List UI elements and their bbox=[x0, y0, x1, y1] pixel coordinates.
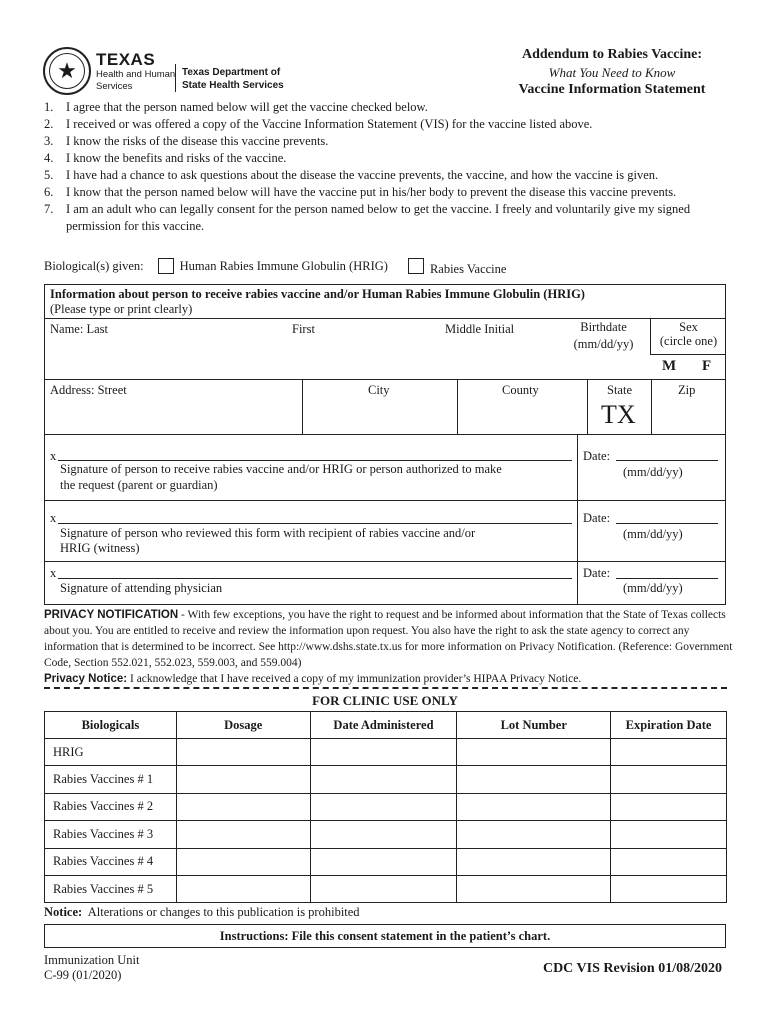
zip-label: Zip bbox=[678, 383, 696, 397]
signature-x: x bbox=[50, 449, 57, 463]
sex-label: Sex bbox=[679, 320, 698, 334]
privacy-notice-title: Privacy Notice: bbox=[44, 673, 128, 685]
divider bbox=[650, 354, 726, 355]
table-row bbox=[45, 739, 727, 766]
signature-line[interactable] bbox=[58, 578, 572, 579]
expiration-cell[interactable] bbox=[611, 848, 727, 875]
date-line[interactable] bbox=[616, 578, 718, 579]
signature-witness-label-2: HRIG (witness) bbox=[60, 541, 140, 555]
signature-witness-label: Signature of person who reviewed this form with recipient of rabies vaccine and/or bbox=[60, 526, 476, 540]
footer-unit: Immunization Unit bbox=[44, 953, 140, 967]
star-icon: ★ bbox=[49, 53, 85, 89]
lot-cell[interactable] bbox=[457, 739, 611, 766]
privacy-notice-body: I acknowledge that I have received a copy of my immunization provider’s HIPAA Privacy Notice. bbox=[127, 673, 582, 685]
table-header-row bbox=[45, 712, 727, 739]
agreement-item bbox=[44, 133, 734, 150]
logo-texas: TEXAS bbox=[96, 50, 156, 69]
notice-text: Alterations or changes to this publication is prohibited bbox=[82, 905, 360, 919]
row-label: Rabies Vaccines # 2 bbox=[45, 793, 177, 820]
instructions-box: Instructions: File this consent statement in the patient’s chart. bbox=[44, 924, 726, 948]
date-cell[interactable] bbox=[310, 739, 457, 766]
name-last-label: Name: Last bbox=[50, 322, 108, 336]
date-format: (mm/dd/yy) bbox=[623, 527, 683, 541]
agreement-num: 3. bbox=[44, 134, 54, 148]
document-title bbox=[502, 46, 722, 99]
agreement-list bbox=[44, 99, 734, 235]
agreement-num: 1. bbox=[44, 100, 54, 114]
alteration-notice bbox=[44, 905, 360, 920]
agreement-item bbox=[44, 116, 734, 133]
agreement-item bbox=[44, 201, 734, 235]
table-row bbox=[45, 793, 727, 820]
agreement-text: I know the risks of the disease this vaccine prevents. bbox=[66, 134, 329, 148]
dosage-cell[interactable] bbox=[176, 821, 310, 848]
birthdate-label: Birthdate bbox=[580, 320, 627, 334]
date-cell[interactable] bbox=[310, 875, 457, 902]
hrig-option-label: Human Rabies Immune Globulin (HRIG) bbox=[179, 258, 388, 273]
texas-seal-logo bbox=[43, 47, 91, 95]
signature-line[interactable] bbox=[58, 523, 572, 524]
date-cell[interactable] bbox=[310, 821, 457, 848]
title-line3: Vaccine Information Statement bbox=[518, 82, 706, 97]
row-label: Rabies Vaccines # 3 bbox=[45, 821, 177, 848]
lot-cell[interactable] bbox=[457, 766, 611, 793]
agreement-num: 4. bbox=[44, 151, 54, 165]
row-label: Rabies Vaccines # 5 bbox=[45, 875, 177, 902]
lot-cell[interactable] bbox=[457, 821, 611, 848]
col-expiration-date: Expiration Date bbox=[611, 712, 727, 739]
middle-initial-label: Middle Initial bbox=[445, 322, 515, 336]
divider bbox=[44, 434, 726, 435]
notice-label: Notice: bbox=[44, 905, 83, 919]
signature-x: x bbox=[50, 566, 57, 580]
agreement-text: I am an adult who can legally consent for the person named below to get the vaccine. I freely and voluntarily give my signed permission for this vaccine. bbox=[66, 202, 691, 233]
birthdate-format: (mm/dd/yy) bbox=[573, 337, 634, 351]
date-label: Date: bbox=[583, 511, 611, 525]
date-format: (mm/dd/yy) bbox=[623, 465, 683, 479]
table-row bbox=[45, 766, 727, 793]
dosage-cell[interactable] bbox=[176, 875, 310, 902]
date-format: (mm/dd/yy) bbox=[623, 581, 683, 595]
sex-hint: (circle one) bbox=[659, 334, 718, 348]
divider bbox=[457, 379, 458, 434]
agreement-num: 5. bbox=[44, 168, 54, 182]
agreement-text: I agree that the person named below will get the vaccine checked below. bbox=[66, 100, 428, 114]
agreement-text: I have had a chance to ask questions about the disease the vaccine prevents, the vaccine, and how the vaccine is given. bbox=[66, 168, 659, 182]
expiration-cell[interactable] bbox=[611, 766, 727, 793]
expiration-cell[interactable] bbox=[611, 793, 727, 820]
lot-cell[interactable] bbox=[457, 848, 611, 875]
sex-m-option[interactable]: M bbox=[662, 358, 677, 374]
info-heading: Information about person to receive rabies vaccine and/or Human Rabies Immune Globulin (HRIG) bbox=[50, 287, 585, 301]
agreement-item bbox=[44, 150, 734, 167]
signature-recipient-label-2: the request (parent or guardian) bbox=[60, 478, 218, 492]
col-date-administered: Date Administered bbox=[310, 712, 457, 739]
dosage-cell[interactable] bbox=[176, 793, 310, 820]
biologicals-given-label: Biological(s) given: bbox=[44, 258, 144, 273]
row-label: Rabies Vaccines # 4 bbox=[45, 848, 177, 875]
col-lot-number: Lot Number bbox=[457, 712, 611, 739]
col-dosage: Dosage bbox=[176, 712, 310, 739]
clinic-use-title: FOR CLINIC USE ONLY bbox=[312, 693, 458, 708]
footer-revision: CDC VIS Revision 01/08/2020 bbox=[542, 961, 722, 976]
clinic-use-table bbox=[44, 711, 727, 903]
row-label: HRIG bbox=[45, 739, 177, 766]
privacy-section bbox=[44, 607, 734, 687]
expiration-cell[interactable] bbox=[611, 821, 727, 848]
state-label: State bbox=[607, 383, 632, 397]
agreement-num: 7. bbox=[44, 202, 54, 216]
lot-cell[interactable] bbox=[457, 793, 611, 820]
logo-dshs: Texas Department of State Health Services bbox=[182, 67, 284, 91]
lot-cell[interactable] bbox=[457, 875, 611, 902]
agreement-item bbox=[44, 184, 734, 201]
sex-f-option[interactable]: F bbox=[702, 358, 712, 374]
divider bbox=[651, 379, 652, 434]
agreement-num: 6. bbox=[44, 185, 54, 199]
privacy-title: PRIVACY NOTIFICATION bbox=[44, 609, 179, 621]
signature-x: x bbox=[50, 511, 57, 525]
date-cell[interactable] bbox=[310, 793, 457, 820]
dosage-cell[interactable] bbox=[176, 848, 310, 875]
col-biologicals: Biologicals bbox=[45, 712, 177, 739]
agreement-item bbox=[44, 167, 734, 184]
rabies-vaccine-option-label: Rabies Vaccine bbox=[429, 261, 507, 276]
address-street-label: Address: Street bbox=[50, 383, 127, 397]
row-label: Rabies Vaccines # 1 bbox=[45, 766, 177, 793]
agreement-text: I know that the person named below will have the vaccine put in his/her body to prevent the disease this vaccine prevents. bbox=[66, 185, 677, 199]
signature-physician-label: Signature of attending physician bbox=[60, 581, 223, 595]
expiration-cell[interactable] bbox=[611, 875, 727, 902]
divider bbox=[302, 379, 303, 434]
dosage-cell[interactable] bbox=[176, 739, 310, 766]
logo-hhs: Health and Human Services bbox=[96, 69, 176, 92]
agreement-text: I know the benefits and risks of the vaccine. bbox=[66, 151, 287, 165]
divider bbox=[577, 434, 578, 605]
info-subheading: (Please type or print clearly) bbox=[50, 302, 193, 316]
agreement-item bbox=[44, 99, 734, 116]
footer-form-number: C-99 (01/2020) bbox=[44, 968, 122, 982]
privacy-notice bbox=[44, 671, 734, 687]
cut-line bbox=[44, 687, 727, 689]
rabies-vaccine-checkbox[interactable] bbox=[408, 258, 424, 274]
date-label: Date: bbox=[583, 566, 611, 580]
city-label: City bbox=[368, 383, 390, 397]
privacy-notification bbox=[44, 607, 734, 671]
table-row bbox=[45, 875, 727, 902]
date-line[interactable] bbox=[616, 460, 718, 461]
expiration-cell[interactable] bbox=[611, 739, 727, 766]
first-name-label: First bbox=[292, 322, 315, 336]
agreement-text: I received or was offered a copy of the Vaccine Information Statement (VIS) for the vaccine listed above. bbox=[66, 117, 593, 131]
table-row bbox=[45, 848, 727, 875]
agreement-num: 2. bbox=[44, 117, 54, 131]
divider bbox=[44, 318, 726, 319]
dosage-cell[interactable] bbox=[176, 766, 310, 793]
date-label: Date: bbox=[583, 449, 611, 463]
title-line1: Addendum to Rabies Vaccine: bbox=[521, 47, 703, 62]
county-label: County bbox=[502, 383, 539, 397]
divider bbox=[44, 500, 726, 501]
hrig-checkbox[interactable] bbox=[158, 258, 174, 274]
privacy-body: - With few exceptions, you have the right to request and be informed about information that the State of Texas collects about you. You are entitled to receive and review the information upon request. You also have the right to ask the state agency to correct any information that is determined to be incorrect. See http://www.dshs.state.tx.us for more information on Privacy Notification. (Reference: Government Code, Section 552.021, 552.023, 559.003, and 559.004) bbox=[44, 609, 733, 669]
signature-line[interactable] bbox=[58, 460, 572, 461]
title-line2: What You Need to Know bbox=[548, 65, 676, 80]
divider bbox=[44, 561, 726, 562]
state-value: TX bbox=[601, 400, 636, 429]
date-line[interactable] bbox=[616, 523, 718, 524]
divider bbox=[44, 379, 726, 380]
signature-recipient-label: Signature of person to receive rabies vaccine and/or HRIG or person authorized to make bbox=[60, 462, 502, 476]
table-row bbox=[45, 821, 727, 848]
date-cell[interactable] bbox=[310, 766, 457, 793]
footer-left bbox=[44, 953, 139, 983]
date-cell[interactable] bbox=[310, 848, 457, 875]
logo-divider bbox=[175, 64, 176, 92]
biologicals-given bbox=[44, 258, 506, 274]
divider bbox=[587, 379, 588, 434]
